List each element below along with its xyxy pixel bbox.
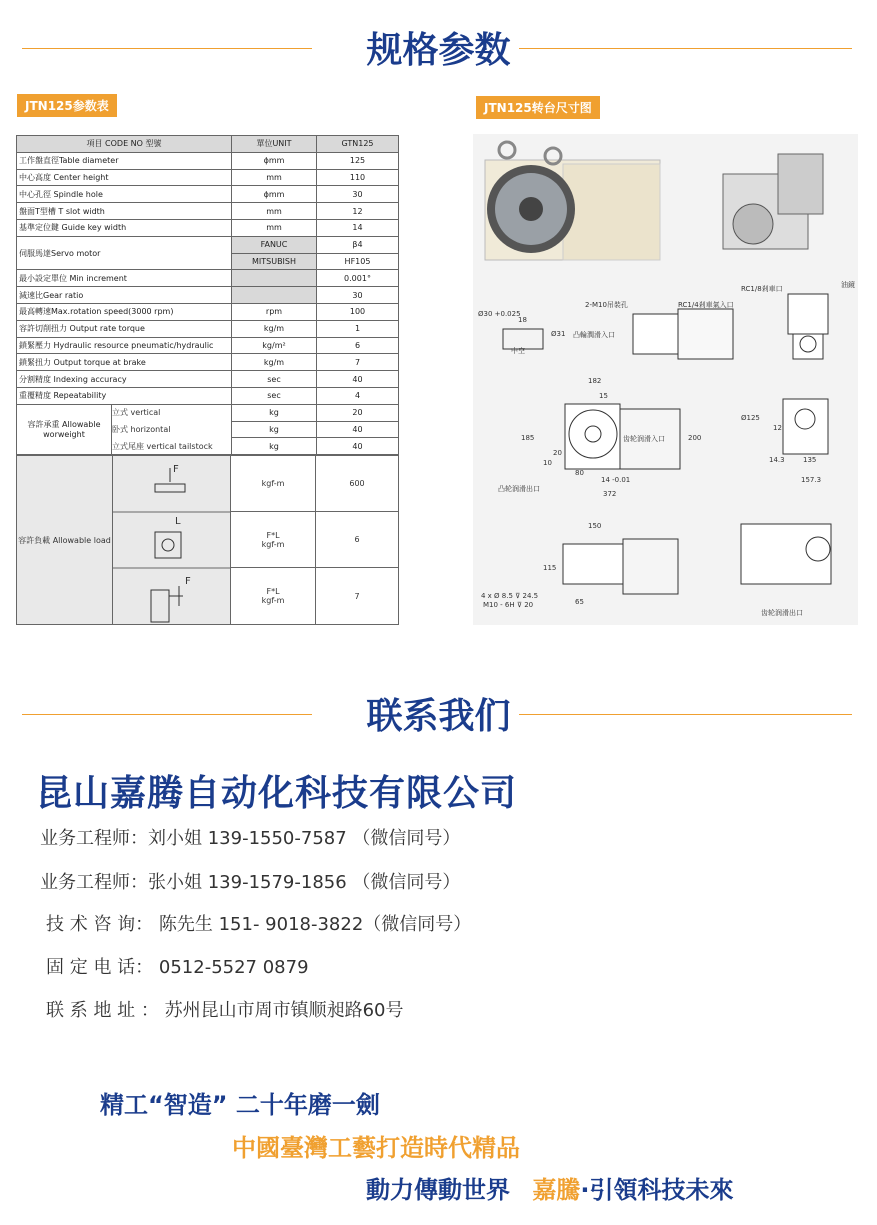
load-diagrams (113, 456, 231, 624)
contact-title: 联系我们 (358, 688, 518, 739)
servo-brand: MITSUBISH (232, 253, 317, 270)
contact-phone: 固 定 电 话： 0512-5527 0879 (46, 957, 309, 978)
table-row (17, 387, 399, 404)
row-value: 40 (317, 421, 399, 438)
label-m10: 2-M10吊裝孔 (585, 301, 628, 309)
row-label: 鎖緊扭力 Output torque at brake (17, 354, 232, 371)
weight-tailstock: 立式尾座 vertical tailstock (112, 441, 213, 451)
row-unit: kg (232, 421, 317, 438)
label-holes: 4 x Ø 8.5 ⊽ 24.5 (481, 592, 539, 600)
row-value: 14 (317, 219, 399, 236)
row-unit: mm (232, 169, 317, 186)
divider-left (22, 714, 312, 715)
table-row (17, 287, 399, 304)
label-182: 182 (588, 377, 602, 385)
load-section (16, 455, 399, 625)
label-150: 150 (588, 522, 602, 530)
label-20: 20 (553, 449, 562, 457)
row-value: 40 (317, 438, 399, 455)
load-value: 600 (316, 456, 398, 512)
label-65: 65 (575, 598, 584, 606)
header-model: GTN125 (317, 136, 399, 153)
load-value: 6 (316, 512, 398, 568)
row-unit: kg/m (232, 354, 317, 371)
weight-vertical: 立式 vertical (112, 408, 161, 417)
contact-section-title (0, 688, 877, 739)
row-unit: rpm (232, 303, 317, 320)
label-80: 80 (575, 469, 584, 477)
row-value: 30 (317, 186, 399, 203)
load-unit: F*L kgf-m (231, 568, 316, 624)
row-label: 容許切削扭力 Output rate torque (17, 320, 232, 337)
dimension-drawing (473, 134, 858, 625)
slogan-3a: 動力傳動世界 (366, 1176, 510, 1204)
weight-label: 容許承重 Allowable worweight (17, 405, 112, 454)
label-15: 15 (599, 392, 608, 400)
label-125: Ø125 (741, 414, 760, 422)
row-unit: ϕmm (232, 186, 317, 203)
table-row (17, 203, 399, 220)
table-row (17, 337, 399, 354)
label-14: 14 -0.01 (601, 476, 631, 484)
row-label: 最小設定單位 Min increment (17, 270, 232, 287)
servo-model: β4 (317, 236, 399, 253)
spec-title: 规格参数 (358, 22, 518, 73)
row-unit: kg (232, 438, 317, 455)
label-372: 372 (603, 490, 617, 498)
label-1573: 157.3 (801, 476, 822, 484)
row-unit: mm (232, 203, 317, 220)
slogan-line-2: 中國臺灣工藝打造時代精品 (232, 1134, 520, 1162)
servo-brand: FANUC (232, 236, 317, 253)
row-unit: kg/m (232, 320, 317, 337)
row-value: 1 (317, 320, 399, 337)
load-label: 容許負載 Allowable load (17, 456, 113, 624)
force-symbol-2: F (185, 576, 191, 587)
table-row (17, 371, 399, 388)
row-label: 分割精度 Indexing accuracy (17, 371, 232, 388)
header-item: 項目 CODE NO 型號 (17, 136, 232, 153)
weight-sub-labels (112, 405, 213, 455)
table-row (17, 270, 399, 287)
row-unit: sec (232, 371, 317, 388)
label-gear-in2: 齿轮润滑入口 (623, 435, 665, 443)
label-m10h: M10 - 6H ⊽ 20 (483, 601, 534, 609)
row-label: 中心高度 Center height (17, 169, 232, 186)
row-label: 盤面T型槽 T slot width (17, 203, 232, 220)
row-label: 減速比Gear ratio (17, 287, 232, 304)
weight-horizontal: 卧式 horizontal (112, 424, 171, 434)
company-name: 昆山嘉腾自动化科技有限公司 (36, 773, 518, 814)
label-135: 135 (803, 456, 817, 464)
label-185: 185 (521, 434, 535, 442)
table-header-row (17, 136, 399, 153)
spec-section-title (0, 22, 877, 73)
load-value: 7 (354, 591, 360, 601)
row-value: 110 (317, 169, 399, 186)
drawing-tag: JTN125转台尺寸图 (476, 96, 600, 119)
label-12: 12 (773, 424, 782, 432)
table-row (17, 219, 399, 236)
servo-label: 伺服馬達Servo motor (17, 236, 232, 270)
row-unit (232, 270, 317, 287)
length-symbol: L (175, 516, 181, 527)
row-value: 6 (317, 337, 399, 354)
row-value: 0.001° (317, 270, 399, 287)
row-label: 工作盤直徑Table diameter (17, 152, 232, 169)
row-value: 4 (317, 387, 399, 404)
header-unit: 單位UNIT (232, 136, 317, 153)
label-d18: 18 (518, 316, 527, 324)
divider-right (492, 48, 852, 49)
force-symbol-1: F (173, 464, 179, 475)
label-gear-in: 凸輪潤滑入口 (573, 331, 615, 339)
table-row (17, 354, 399, 371)
label-gear-out: 凸轮润滑出口 (498, 485, 540, 493)
label-rc14: RC1/4剎車氣入口 (678, 301, 734, 309)
table-row (17, 303, 399, 320)
row-unit: sec (232, 387, 317, 404)
table-row (17, 152, 399, 169)
label-115: 115 (543, 564, 557, 572)
table-row (17, 169, 399, 186)
label-hollow: 中空 (511, 347, 525, 355)
row-value: 20 (317, 404, 399, 421)
row-unit: kg (232, 404, 317, 421)
table-row (17, 320, 399, 337)
label-d31: Ø31 (551, 330, 566, 338)
row-value: 40 (317, 371, 399, 388)
row-unit (232, 287, 317, 304)
row-value: 30 (317, 287, 399, 304)
row-label: 基準定位鍵 Guide key width (17, 219, 232, 236)
slogan-line-1: 精工“智造” 二十年磨一劍 (100, 1091, 380, 1119)
divider-right (492, 714, 852, 715)
row-value: 125 (317, 152, 399, 169)
table-row (17, 236, 399, 253)
row-value: 7 (317, 354, 399, 371)
row-unit: ϕmm (232, 152, 317, 169)
slogan-line-3 (366, 1170, 733, 1205)
row-label: 重覆精度 Repeatability (17, 387, 232, 404)
slogan-3b: 嘉騰 (532, 1176, 581, 1204)
divider-left (22, 48, 312, 49)
label-10: 10 (543, 459, 552, 467)
row-unit: kg/m² (232, 337, 317, 354)
label-oil: 油鏡 (841, 281, 855, 289)
contact-sales-1: 业务工程师：刘小姐 139-1550-7587 （微信同号） (40, 828, 461, 849)
row-value: 100 (317, 303, 399, 320)
label-rc18: RC1/8剎車口 (741, 285, 783, 293)
slogan-3c: ·引領科技未來 (580, 1176, 734, 1204)
row-value: 12 (317, 203, 399, 220)
contact-tech: 技 术 咨 询： 陈先生 151- 9018-3822（微信同号） (46, 914, 472, 935)
row-label: 中心孔徑 Spindle hole (17, 186, 232, 203)
servo-model: HF105 (317, 253, 399, 270)
row-label: 鎖緊壓力 Hydraulic resource pneumatic/hydraulic (17, 337, 232, 354)
load-unit: F*L kgf-m (231, 512, 316, 568)
load-unit: kgf-m (231, 456, 316, 512)
row-unit: mm (232, 219, 317, 236)
label-200: 200 (688, 434, 702, 442)
table-tag: JTN125参数表 (17, 94, 117, 117)
label-phi: Ø30 +0.025 (478, 310, 521, 318)
contact-address: 联 系 地 址 ： 苏州昆山市周市镇顺昶路60号 (46, 1000, 404, 1021)
table-row (17, 186, 399, 203)
label-143: 14.3 (769, 456, 785, 464)
contact-sales-2: 业务工程师：张小姐 139-1579-1856 （微信同号） (40, 872, 461, 893)
label-gear-out2: 齿轮润滑出口 (761, 609, 803, 617)
row-label: 最高轉速Max.rotation speed(3000 rpm) (17, 303, 232, 320)
